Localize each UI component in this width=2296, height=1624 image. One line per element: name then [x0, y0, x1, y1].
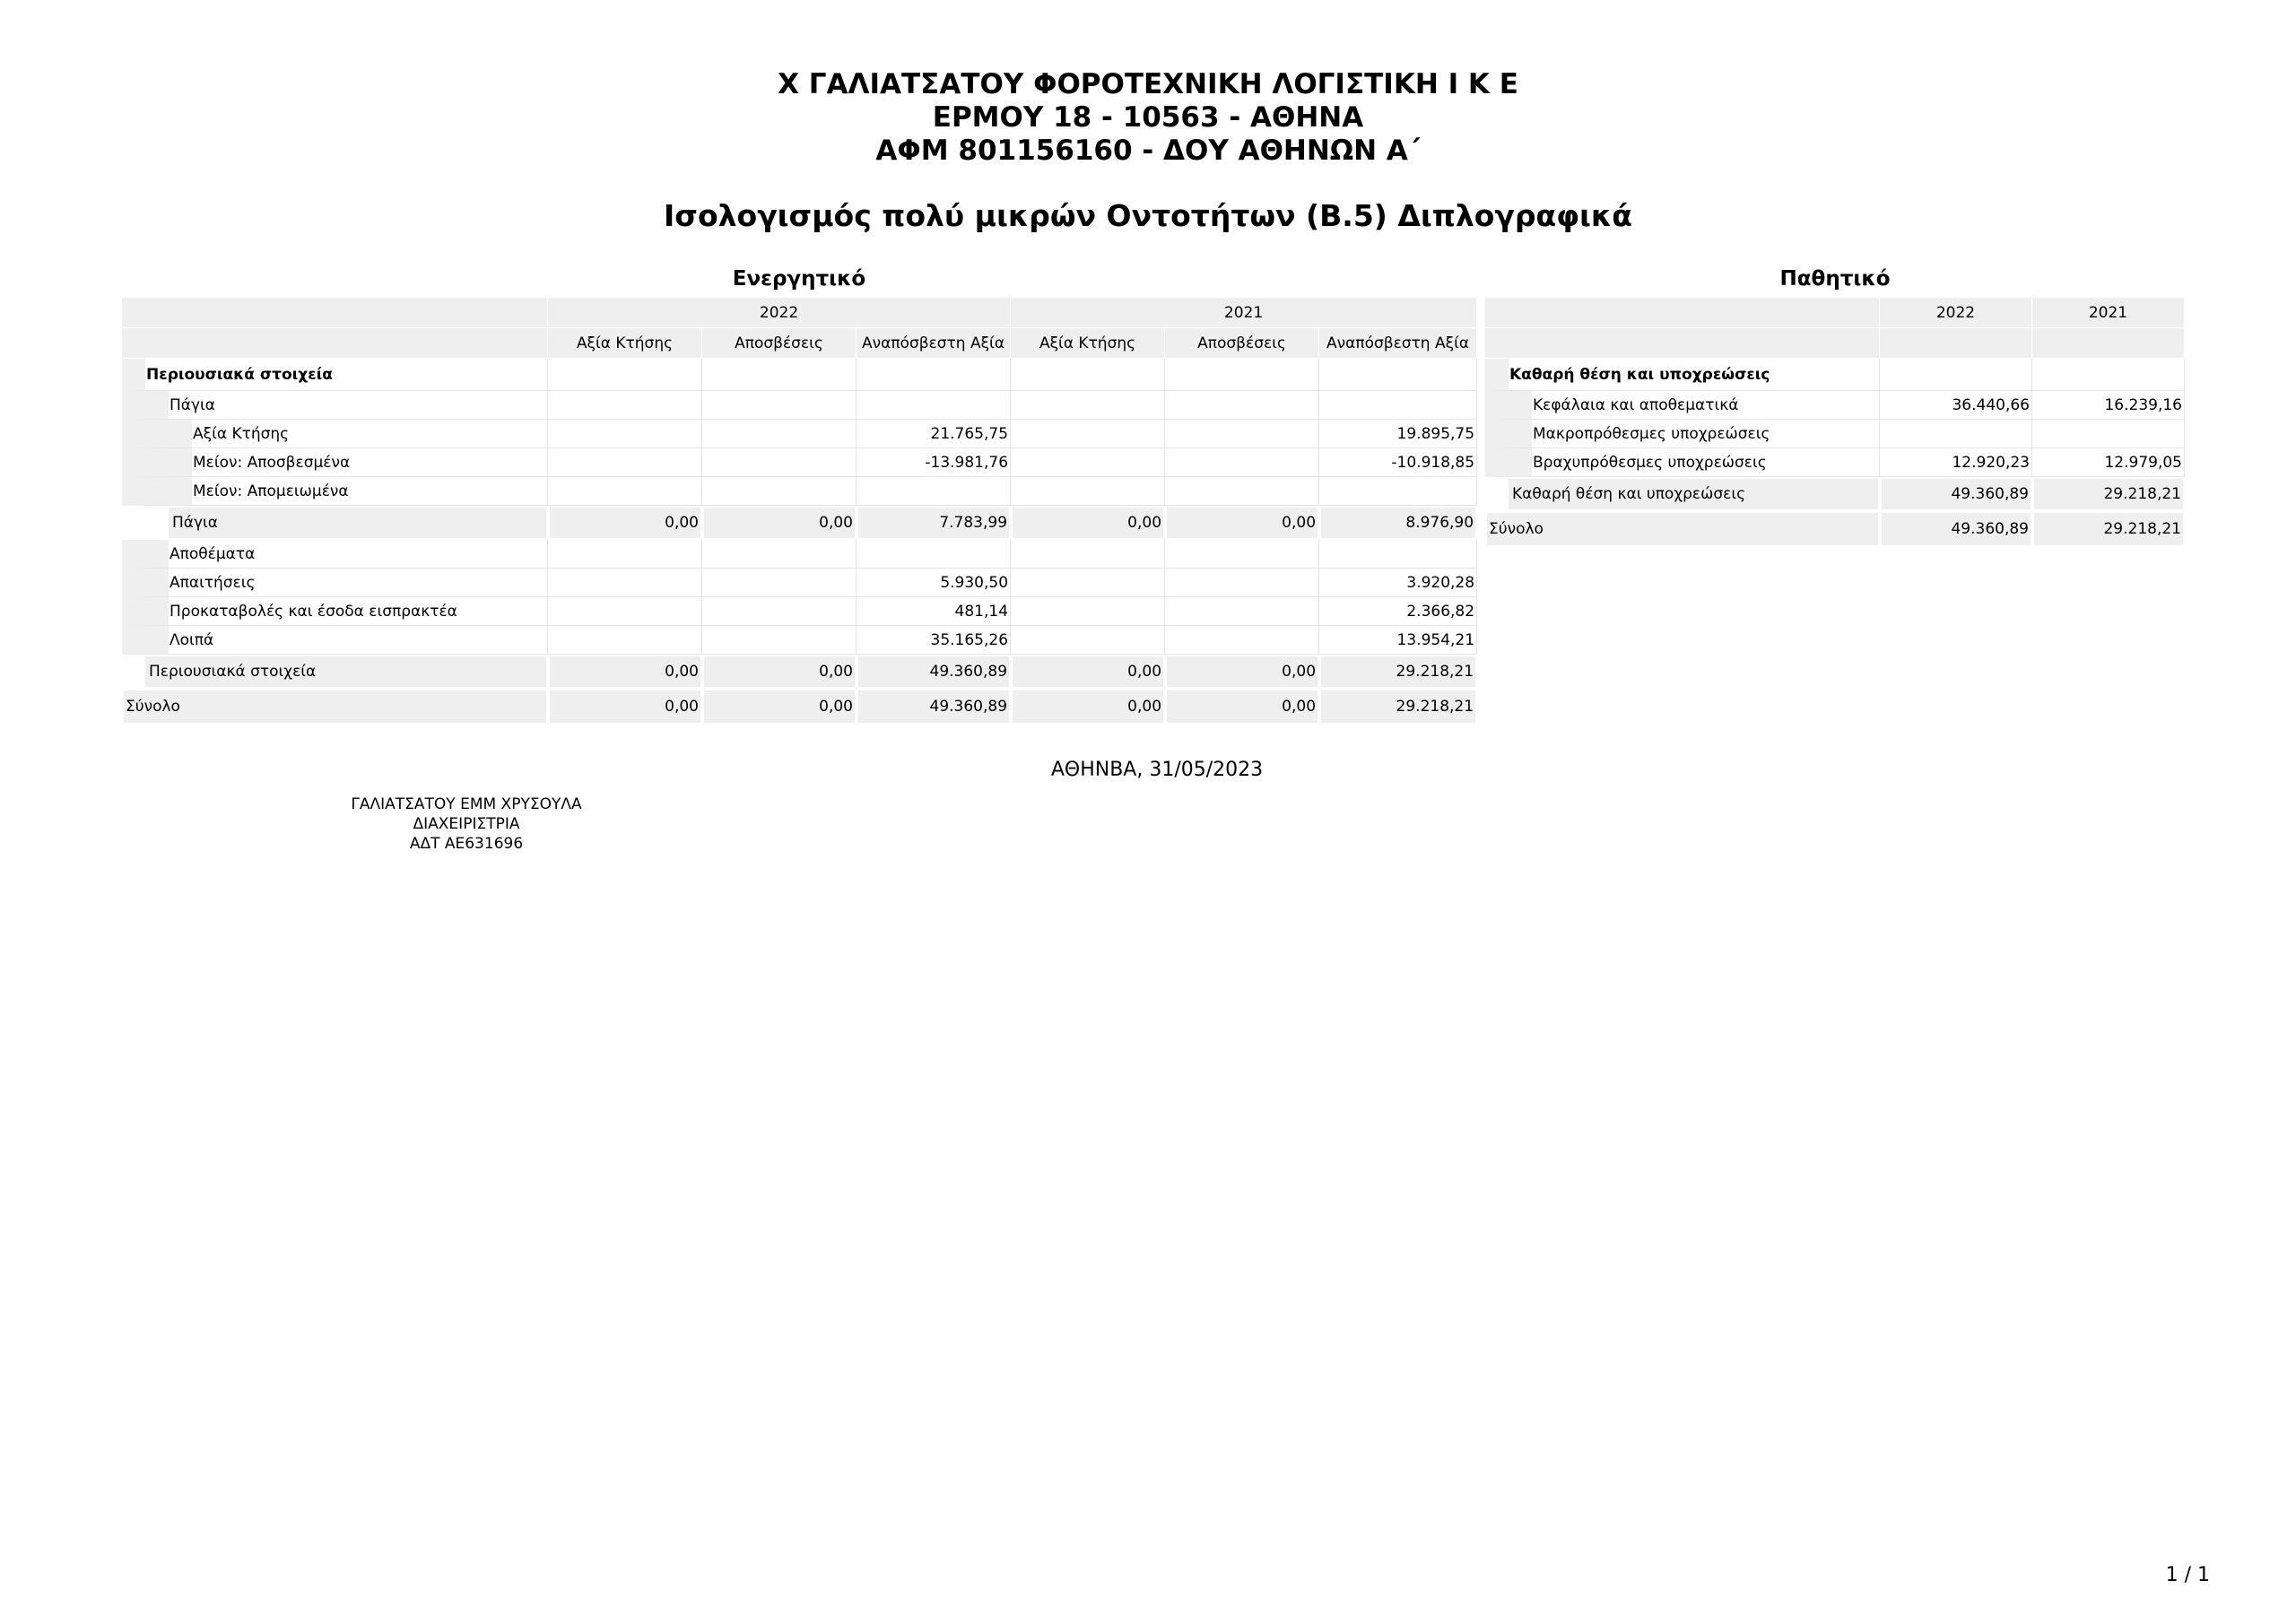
- liabilities-group-subtotal-label: Καθαρή θέση και υποχρεώσεις: [1485, 477, 1880, 511]
- cell-value: [548, 626, 702, 655]
- cell-value: -10.918,85: [1319, 448, 1477, 477]
- col-net-value-2021: Αναπόσβεστη Αξία: [1319, 328, 1477, 359]
- cell-value: 19.895,75: [1319, 420, 1477, 448]
- cell-value: 481,14: [857, 597, 1011, 626]
- cell-value: 7.783,99: [857, 506, 1011, 540]
- cell-value: [1011, 540, 1165, 569]
- cell-value: [1880, 420, 2032, 448]
- cell-value: [1011, 569, 1165, 597]
- liabilities-year-header: [1485, 298, 2185, 328]
- cell-value: 21.765,75: [857, 420, 1011, 448]
- cell-value: [1165, 540, 1319, 569]
- cell-value: [702, 540, 857, 569]
- cell-value: 49.360,89: [1880, 511, 2032, 547]
- cell-value: 0,00: [548, 655, 702, 689]
- cell-value: [548, 540, 702, 569]
- cell-value: 8.976,90: [1319, 506, 1477, 540]
- company-address: ΕΡΜΟΥ 18 - 10563 - ΑΘΗΝΑ: [932, 101, 1364, 134]
- cell-value: 0,00: [548, 689, 702, 725]
- cell-value: [1165, 597, 1319, 626]
- assets-year-2022: 2022: [548, 298, 1011, 328]
- row-label: Μείον: Απομειωμένα: [122, 477, 548, 506]
- cell-value: 36.440,66: [1880, 391, 2032, 420]
- cell-value: 2.366,82: [1319, 597, 1477, 626]
- assets-group-subtotal-row: [122, 655, 1477, 689]
- assets-group-subtotal-label: Περιουσιακά στοιχεία: [122, 655, 548, 689]
- liabilities-year-2022: 2022: [1880, 298, 2032, 328]
- row-label: Λοιπά: [122, 626, 548, 655]
- cell-value: [1011, 626, 1165, 655]
- col-depreciation-2022: Αποσβέσεις: [702, 328, 857, 359]
- cell-value: 29.218,21: [2032, 477, 2185, 511]
- assets-title: Ενεργητικό: [732, 267, 866, 291]
- cell-value: [548, 420, 702, 448]
- table-row: [122, 597, 1477, 626]
- cell-value: [1011, 448, 1165, 477]
- cell-value: 12.979,05: [2032, 448, 2185, 477]
- report-title: Ισολογισμός πολύ μικρών Οντοτήτων (Β.5) Διπλογραφικά: [664, 198, 1632, 233]
- cell-value: 0,00: [1011, 506, 1165, 540]
- cell-value: [857, 477, 1011, 506]
- cell-value: 49.360,89: [857, 655, 1011, 689]
- cell-value: [1011, 597, 1165, 626]
- col-acquisition-2022: Αξία Κτήσης: [548, 328, 702, 359]
- cell-value: 0,00: [1011, 655, 1165, 689]
- cell-value: [548, 597, 702, 626]
- assets-column-header: [122, 328, 1477, 359]
- assets-total-row: [122, 689, 1477, 725]
- cell-value: [1165, 448, 1319, 477]
- cell-value: -13.981,76: [857, 448, 1011, 477]
- cell-value: 3.920,28: [1319, 569, 1477, 597]
- cell-value: [702, 626, 857, 655]
- table-row: [122, 448, 1477, 477]
- liabilities-group-subtotal-row: [1485, 477, 2185, 511]
- cell-value: 29.218,21: [2032, 511, 2185, 547]
- cell-value: [1319, 540, 1477, 569]
- liabilities-table: [1485, 298, 2185, 547]
- signature-block: [296, 795, 637, 854]
- cell-value: [1165, 477, 1319, 506]
- cell-value: 49.360,89: [1880, 477, 2032, 511]
- liabilities-total-label: Σύνολο: [1485, 511, 1880, 547]
- assets-total-label: Σύνολο: [122, 689, 548, 725]
- table-row: [122, 626, 1477, 655]
- cell-value: [702, 448, 857, 477]
- cell-value: [548, 448, 702, 477]
- liabilities-group-label: Καθαρή θέση και υποχρεώσεις: [1485, 359, 1880, 391]
- table-row: [1485, 420, 2185, 448]
- cell-value: 0,00: [1165, 655, 1319, 689]
- assets-group-row: [122, 359, 1477, 391]
- cell-value: [548, 477, 702, 506]
- company-name: Χ ΓΑΛΙΑΤΣΑΤΟΥ ΦΟΡΟΤΕΧΝΙΚΗ ΛΟΓΙΣΤΙΚΗ Ι Κ Ε: [778, 68, 1518, 100]
- cell-value: 0,00: [1165, 689, 1319, 725]
- col-depreciation-2021: Αποσβέσεις: [1165, 328, 1319, 359]
- fixed-assets-subtotal-label: Πάγια: [122, 506, 548, 540]
- row-label: Απαιτήσεις: [122, 569, 548, 597]
- assets-table: [122, 298, 1477, 725]
- cell-value: 0,00: [702, 506, 857, 540]
- cell-value: 49.360,89: [857, 689, 1011, 725]
- cell-value: 12.920,23: [1880, 448, 2032, 477]
- row-label: Βραχυπρόθεσμες υποχρεώσεις: [1485, 448, 1880, 477]
- liabilities-year-2021: 2021: [2032, 298, 2185, 328]
- table-row: [122, 569, 1477, 597]
- cell-value: 29.218,21: [1319, 689, 1477, 725]
- signatory-role: ΔΙΑΧΕΙΡΙΣΤΡΙΑ: [413, 815, 520, 833]
- row-label: Αποθέματα: [122, 540, 548, 569]
- cell-value: 16.239,16: [2032, 391, 2185, 420]
- cell-value: 29.218,21: [1319, 655, 1477, 689]
- cell-value: 13.954,21: [1319, 626, 1477, 655]
- cell-value: [548, 569, 702, 597]
- cell-value: 35.165,26: [857, 626, 1011, 655]
- cell-value: [702, 569, 857, 597]
- row-label: Μείον: Αποσβεσμένα: [122, 448, 548, 477]
- liabilities-total-row: [1485, 511, 2185, 547]
- table-row: [122, 540, 1477, 569]
- assets-group-label: Περιουσιακά στοιχεία: [122, 359, 548, 391]
- cell-value: [702, 420, 857, 448]
- company-tax-id: ΑΦΜ 801156160 - ΔΟΥ ΑΘΗΝΩΝ Α΄: [875, 135, 1421, 167]
- liabilities-column-header: [1485, 328, 2185, 359]
- cell-value: 0,00: [1165, 506, 1319, 540]
- fixed-assets-header-row: [122, 391, 1477, 420]
- liabilities-title: Παθητικό: [1779, 267, 1891, 291]
- liabilities-group-row: [1485, 359, 2185, 391]
- cell-value: [2032, 420, 2185, 448]
- cell-value: [1165, 420, 1319, 448]
- table-row: [122, 477, 1477, 506]
- signatory-name: ΓΑΛΙΑΤΣΑΤΟΥ ΕΜΜ ΧΡΥΣΟΥΛΑ: [351, 795, 582, 813]
- cell-value: [1011, 420, 1165, 448]
- cell-value: [702, 477, 857, 506]
- cell-value: 5.930,50: [857, 569, 1011, 597]
- cell-value: 0,00: [702, 689, 857, 725]
- cell-value: [1319, 477, 1477, 506]
- cell-value: 0,00: [1011, 689, 1165, 725]
- row-label: Μακροπρόθεσμες υποχρεώσεις: [1485, 420, 1880, 448]
- table-row: [122, 420, 1477, 448]
- cell-value: [702, 597, 857, 626]
- row-label: Αξία Κτήσης: [122, 420, 548, 448]
- assets-year-2021: 2021: [1011, 298, 1477, 328]
- cell-value: 0,00: [548, 506, 702, 540]
- row-label: Κεφάλαια και αποθεματικά: [1485, 391, 1880, 420]
- row-label: Προκαταβολές και έσοδα εισπρακτέα: [122, 597, 548, 626]
- cell-value: [857, 540, 1011, 569]
- assets-year-header: [122, 298, 1477, 328]
- signatory-id: ΑΔΤ ΑΕ631696: [409, 835, 524, 853]
- cell-value: [1011, 477, 1165, 506]
- fixed-assets-label: Πάγια: [122, 391, 548, 420]
- cell-value: [1165, 569, 1319, 597]
- fixed-assets-subtotal-row: [122, 506, 1477, 540]
- col-acquisition-2021: Αξία Κτήσης: [1011, 328, 1165, 359]
- col-net-value-2022: Αναπόσβεστη Αξία: [857, 328, 1011, 359]
- cell-value: 0,00: [702, 655, 857, 689]
- page-number: 1 / 1: [2165, 1564, 2210, 1586]
- table-row: [1485, 448, 2185, 477]
- cell-value: [1165, 626, 1319, 655]
- place-date: ΑΘΗΝΒΑ, 31/05/2023: [1050, 759, 1264, 781]
- table-row: [1485, 391, 2185, 420]
